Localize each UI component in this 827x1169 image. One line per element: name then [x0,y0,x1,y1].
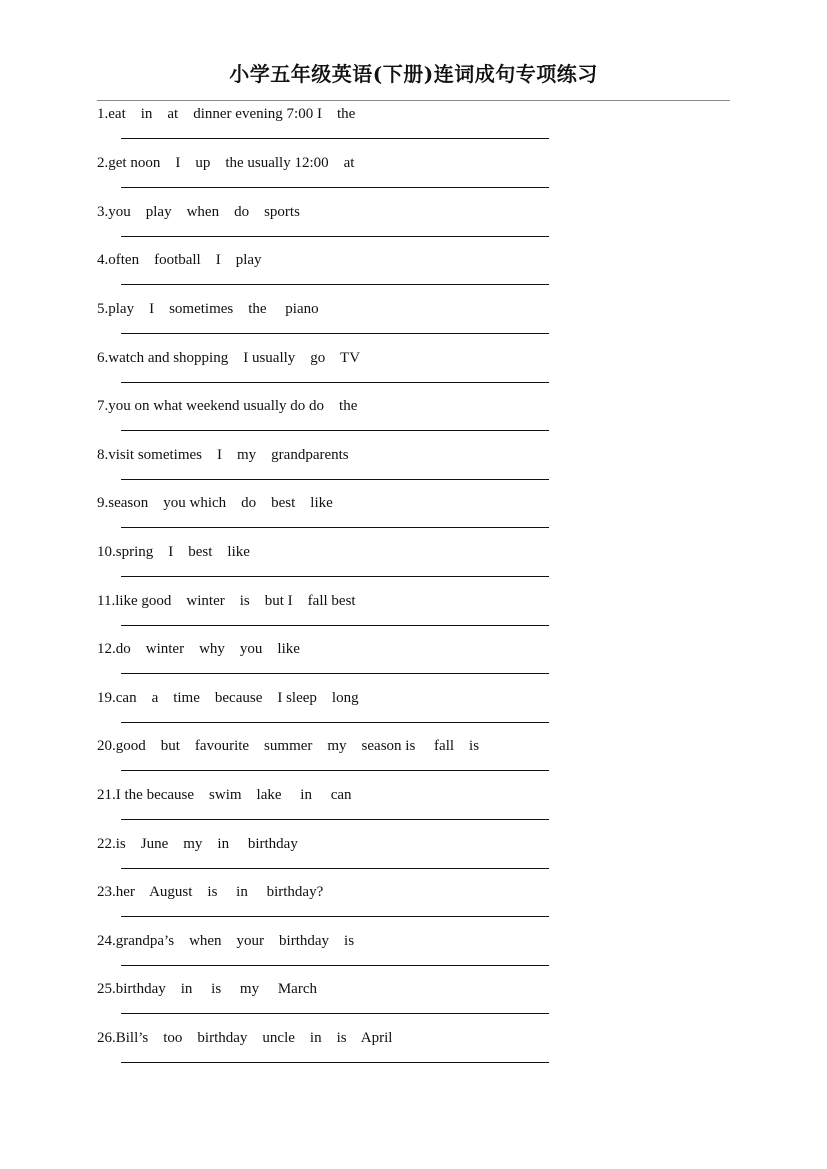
answer-line[interactable] [121,673,549,674]
question-text: 20.good but favourite summer my season is fall is [97,738,480,754]
exercise-item-5 [97,299,697,347]
question-text: 2.get noon I up the usually 12:00 at [97,155,355,171]
answer-line[interactable] [121,1062,549,1063]
exercise-item-6 [97,348,697,396]
exercise-item-1 [97,104,697,152]
question-text: 3.you play when do sports [97,204,300,220]
exercise-item-12 [97,639,697,687]
exercise-item-11 [97,591,697,639]
question-text: 9.season you which do best like [97,495,333,511]
answer-line[interactable] [121,1013,549,1014]
answer-line[interactable] [121,333,549,334]
answer-line[interactable] [121,916,549,917]
exercise-item-26 [97,1028,697,1076]
answer-line[interactable] [121,770,549,771]
answer-line[interactable] [121,722,549,723]
question-text: 7.you on what weekend usually do do the [97,398,358,414]
exercise-item-8 [97,445,697,493]
question-text: 23.her August is in birthday? [97,884,324,900]
question-text: 1.eat in at dinner evening 7:00 I the [97,106,356,122]
exercise-item-10 [97,542,697,590]
answer-line[interactable] [121,236,549,237]
answer-line[interactable] [121,965,549,966]
exercise-item-9 [97,493,697,541]
answer-line[interactable] [121,430,549,431]
question-text: 12.do winter why you like [97,641,300,657]
question-text: 6.watch and shopping I usually go TV [97,350,361,366]
exercise-item-3 [97,202,697,250]
exercise-item-24 [97,931,697,979]
question-text: 8.visit sometimes I my grandparents [97,447,349,463]
question-text: 21.I the because swim lake in can [97,787,352,803]
answer-line[interactable] [121,382,549,383]
answer-line[interactable] [121,625,549,626]
answer-line[interactable] [121,138,549,139]
answer-line[interactable] [121,284,549,285]
exercise-item-25 [97,979,697,1027]
exercise-item-22 [97,834,697,882]
question-text: 26.Bill’s too birthday uncle in is April [97,1030,393,1046]
answer-line[interactable] [121,868,549,869]
question-text: 4.often football I play [97,252,262,268]
exercise-item-19 [97,688,697,736]
exercise-item-2 [97,153,697,201]
exercise-item-7 [97,396,697,444]
question-text: 24.grandpa’s when your birthday is [97,933,355,949]
answer-line[interactable] [121,819,549,820]
exercise-item-4 [97,250,697,298]
question-text: 22.is June my in birthday [97,836,298,852]
answer-line[interactable] [121,576,549,577]
exercise-item-21 [97,785,697,833]
question-text: 5.play I sometimes the piano [97,301,319,317]
answer-line[interactable] [121,479,549,480]
answer-line[interactable] [121,187,549,188]
answer-line[interactable] [121,527,549,528]
question-text: 19.can a time because I sleep long [97,690,359,706]
exercise-item-23 [97,882,697,930]
question-text: 10.spring I best like [97,544,250,560]
question-text: 11.like good winter is but I fall best [97,593,356,609]
exercise-item-20 [97,736,697,784]
question-text: 25.birthday in is my March [97,981,317,997]
page-title: 小学五年级英语(下册)连词成句专项练习 [229,62,598,86]
title-divider [97,100,730,101]
